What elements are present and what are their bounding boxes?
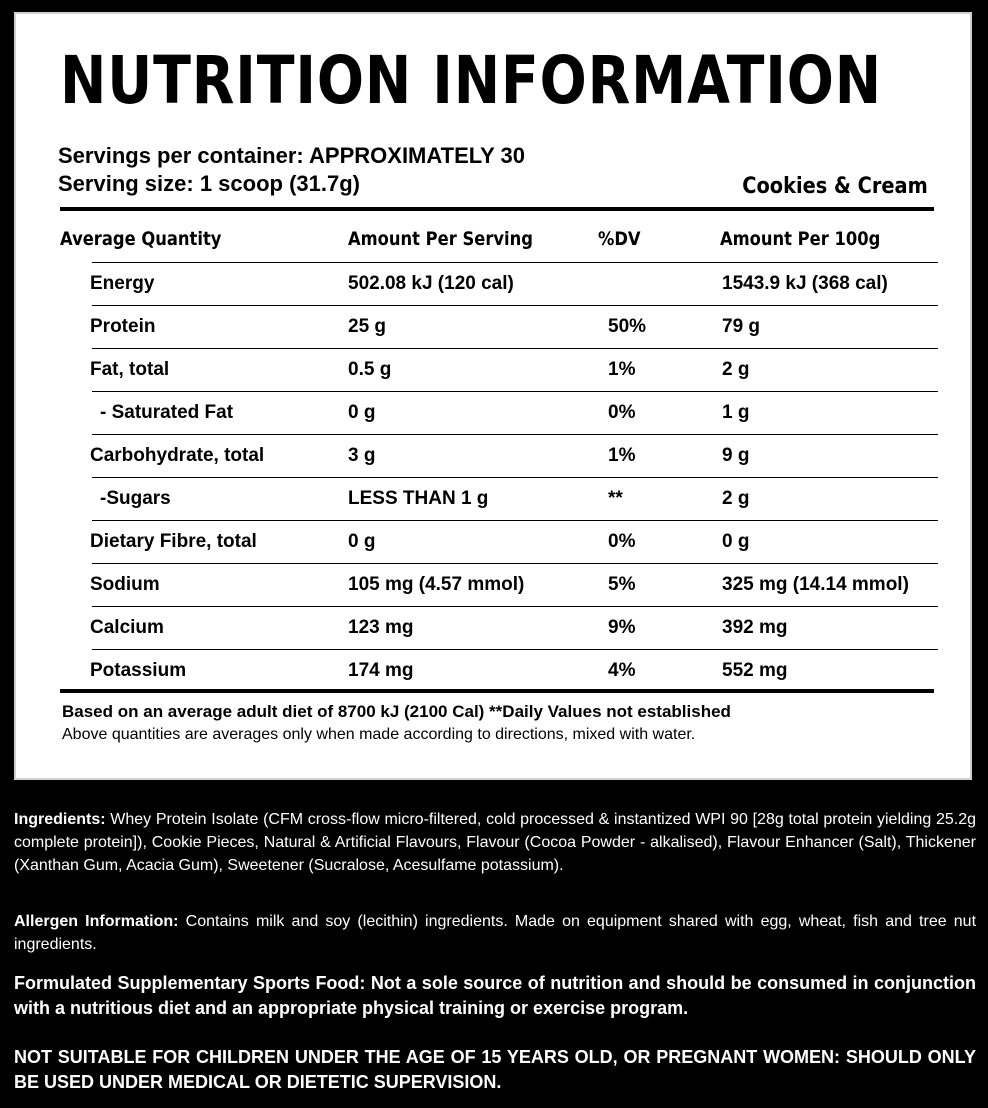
nutrient-name: -Sugars	[100, 488, 171, 509]
allergen-label: Allergen Information:	[14, 913, 179, 930]
daily-value: 0%	[608, 402, 636, 423]
servings-per-container: Servings per container: APPROXIMATELY 30	[58, 143, 526, 168]
table-row	[16, 306, 974, 349]
table-bottom-rule	[60, 689, 934, 693]
amount-per-100g: 2 g	[722, 359, 750, 380]
table-row	[16, 607, 974, 650]
amount-per-serving: LESS THAN 1 g	[348, 488, 489, 509]
table-row	[16, 650, 974, 693]
ingredients-label: Ingredients:	[14, 811, 106, 828]
table-row	[16, 263, 974, 306]
table-row	[16, 349, 974, 392]
table-row	[16, 435, 974, 478]
amount-per-100g: 1543.9 kJ (368 cal)	[722, 273, 888, 294]
table-top-rule	[60, 207, 934, 211]
amount-per-100g: 0 g	[722, 531, 750, 552]
header-amount-per-100g: Amount Per 100g	[720, 228, 881, 250]
daily-value: 50%	[608, 316, 647, 337]
page-title: NUTRITION INFORMATION	[60, 42, 882, 119]
header-amount-per-serving: Amount Per Serving	[348, 228, 533, 250]
formulated-statement: Formulated Supplementary Sports Food: Not a sole source of nutrition and should be consumed in conjunction with a nutritious diet and an appropriate physical training or exercise program.	[14, 973, 976, 1018]
flavour-name: Cookies & Cream	[742, 174, 928, 199]
daily-value: 9%	[608, 617, 636, 638]
daily-value: 4%	[608, 660, 636, 681]
nutrient-name: Fat, total	[90, 359, 170, 380]
nutrient-name: Carbohydrate, total	[90, 445, 265, 466]
nutrient-name: - Saturated Fat	[100, 402, 234, 423]
averages-footnote: Above quantities are averages only when made according to directions, mixed with water.	[62, 726, 696, 743]
daily-value: 1%	[608, 445, 636, 466]
nutrient-name: Dietary Fibre, total	[90, 531, 257, 552]
daily-value: 1%	[608, 359, 636, 380]
ingredients-text: Whey Protein Isolate (CFM cross-flow micro-filtered, cold processed & instantized WPI 90 [28g total protein yielding 25.2g complete protein]), Cookie Pieces, Natural & Artificial Flavours, Flavour (Cocoa Powder - alkalised), Flavour Enhancer (Salt), Thickener (Xanthan Gum, Acacia Gum), Sweetener (Sucralose, Acesulfame potassium).	[14, 811, 976, 874]
nutrient-name: Energy	[90, 273, 155, 294]
amount-per-serving: 123 mg	[348, 617, 414, 638]
allergen-text: Contains milk and soy (lecithin) ingredients. Made on equipment shared with egg, wheat, fish and tree nut ingredients.	[14, 913, 977, 953]
ingredients-paragraph	[14, 808, 976, 877]
daily-value: 5%	[608, 574, 636, 595]
daily-value: 0%	[608, 531, 636, 552]
table-row	[16, 564, 974, 607]
table-row	[16, 521, 974, 564]
nutrient-name: Potassium	[90, 660, 187, 681]
daily-value: **	[608, 488, 623, 509]
table-row	[16, 392, 974, 435]
amount-per-100g: 2 g	[722, 488, 750, 509]
nutrient-name: Calcium	[90, 617, 164, 638]
nutrition-panel	[14, 12, 972, 780]
amount-per-100g: 392 mg	[722, 617, 788, 638]
suitability-warning: NOT SUITABLE FOR CHILDREN UNDER THE AGE OF 15 YEARS OLD, OR PREGNANT WOMEN: SHOULD ONLY BE USED UNDER MEDICAL OR DIETETIC SUPERVISION.	[14, 1047, 976, 1092]
servings-info	[58, 142, 525, 198]
amount-per-100g: 1 g	[722, 402, 750, 423]
amount-per-serving: 25 g	[348, 316, 387, 337]
table-row	[16, 478, 974, 521]
amount-per-serving: 0 g	[348, 531, 376, 552]
header-average-quantity: Average Quantity	[60, 228, 222, 250]
serving-size: Serving size: 1 scoop (31.7g)	[58, 171, 360, 196]
amount-per-serving: 174 mg	[348, 660, 414, 681]
amount-per-100g: 325 mg (14.14 mmol)	[722, 574, 909, 595]
nutrient-name: Protein	[90, 316, 156, 337]
amount-per-serving: 0.5 g	[348, 359, 392, 380]
header-dv: %DV	[598, 228, 641, 250]
amount-per-serving: 105 mg (4.57 mmol)	[348, 574, 525, 595]
amount-per-serving: 502.08 kJ (120 cal)	[348, 273, 514, 294]
diet-footnote: Based on an average adult diet of 8700 kJ (2100 Cal) **Daily Values not established	[62, 702, 731, 721]
nutrient-name: Sodium	[90, 574, 160, 595]
allergen-paragraph	[14, 910, 976, 956]
amount-per-serving: 0 g	[348, 402, 376, 423]
amount-per-100g: 79 g	[722, 316, 761, 337]
amount-per-serving: 3 g	[348, 445, 376, 466]
amount-per-100g: 9 g	[722, 445, 750, 466]
amount-per-100g: 552 mg	[722, 660, 788, 681]
